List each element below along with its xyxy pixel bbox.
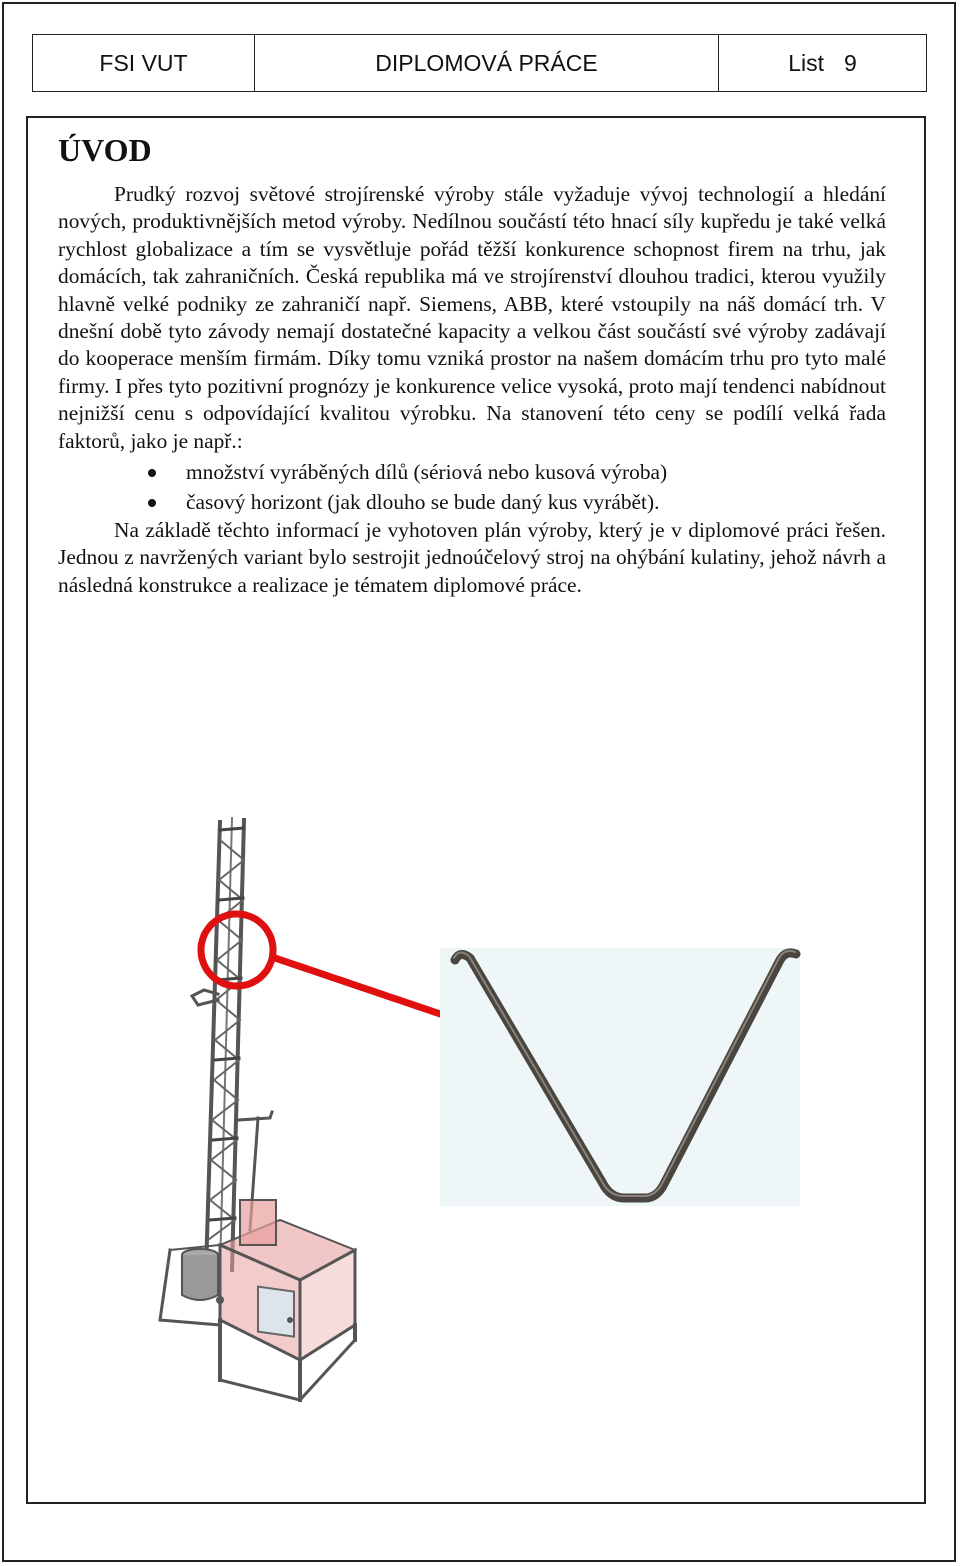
header-page-num: 9 <box>844 49 857 76</box>
paragraph-conclusion: Na základě těchto informací je vyhotoven plán výroby, který je v diplomové práci řešen. Jednou z navržených variant bylo sestrojit jednoúčelový stroj na ohýbání kulatiny, jehož návrh a následná konstrukce a realizace je tématem diplomové práce. <box>58 518 886 597</box>
bullet-icon <box>148 499 156 507</box>
section-body <box>58 181 886 599</box>
header-page-label: List <box>788 49 824 76</box>
bullet-icon <box>148 469 156 477</box>
header-doc-type-text: DIPLOMOVÁ PRÁCE <box>375 49 598 76</box>
header-doc-type <box>255 35 719 91</box>
paragraph-intro: Prudký rozvoj světové strojírenské výroby stále vyžaduje vývoj technologií a hledání nových, produktivnějších metod výroby. Nedílnou součástí této hnací síly kupředu je také velká rychlost globalizace a tím se vysvětluje pořád těžší konkurence schopnost firem na trhu, jak domácích, tak zahraničních. Česká republika má ve strojírenství dlouhou tradici, kterou využily hlavně velké podniky ze zahraničí např. Siemens, ABB, které vstoupily na náš domácí trh. V dnešní době tyto závody nemají dostatečné kapacity a velkou část součástí své výroby zadávají do kooperace menším firmám. Díky tomu vzniká prostor na našem domácím trhu pro tyto malé firmy. I přes tyto pozitivní prognózy je konkurence velice vysoká, proto mají tendenci nabídnout nejnižší cenu s odpovídající kvalitou výrobku. Na stanovení této ceny se podílí velká řada faktorů, jako je např.: <box>58 182 886 453</box>
header-page-number <box>719 35 926 91</box>
highlight-arrow-line <box>275 958 458 1020</box>
bent-rod-photo <box>440 948 800 1206</box>
list-item-text: množství vyráběných dílů (sériová nebo kusová výroba) <box>186 460 668 485</box>
list-item <box>58 488 886 518</box>
list-item-text: časový horizont (jak dlouho se bude daný kus vyrábět). <box>186 489 660 514</box>
header-institution-text: FSI VUT <box>99 49 188 76</box>
highlight-circle <box>201 914 273 986</box>
section-title: ÚVOD <box>58 132 152 168</box>
machine-figure <box>140 800 820 1490</box>
page-header <box>32 34 927 92</box>
factor-list <box>58 458 886 517</box>
lift-base <box>160 1200 355 1400</box>
header-institution <box>33 35 255 91</box>
list-item <box>58 458 886 488</box>
